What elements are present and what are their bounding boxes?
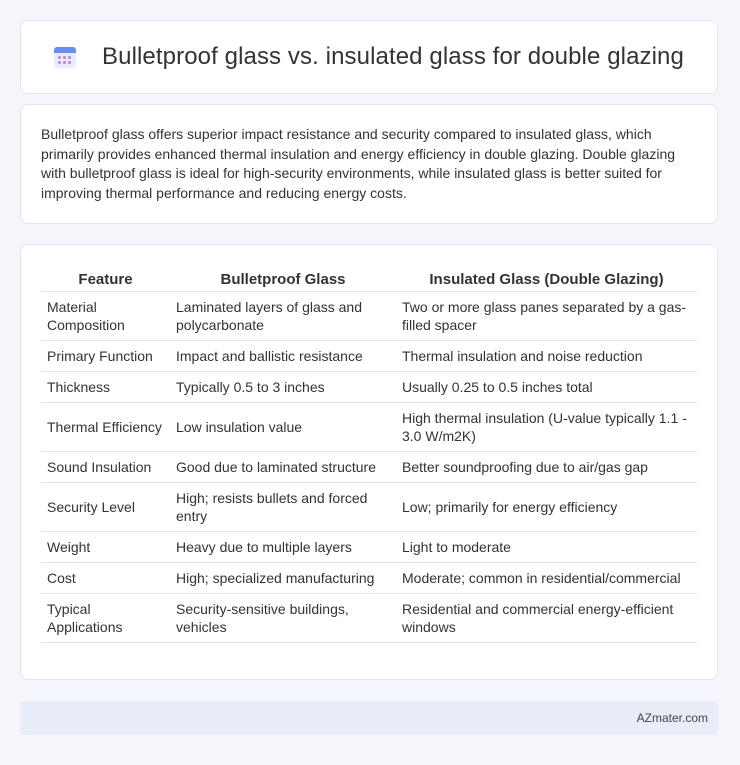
table-cell-bulletproof: High; specialized manufacturing xyxy=(170,563,396,594)
table-row xyxy=(41,403,697,452)
table-cell-feature: Material Composition xyxy=(41,292,170,341)
table-cell-insulated: Low; primarily for energy efficiency xyxy=(396,483,697,532)
table-row xyxy=(41,452,697,483)
table-row xyxy=(41,563,697,594)
table-cell-feature: Thermal Efficiency xyxy=(41,403,170,452)
table-cell-feature: Sound Insulation xyxy=(41,452,170,483)
table-cell-bulletproof: Low insulation value xyxy=(170,403,396,452)
page-title: Bulletproof glass vs. insulated glass for double glazing xyxy=(102,43,684,70)
table-cell-bulletproof: Heavy due to multiple layers xyxy=(170,532,396,563)
table-cell-bulletproof: Impact and ballistic resistance xyxy=(170,341,396,372)
column-header-insulated: Insulated Glass (Double Glazing) xyxy=(396,265,697,292)
table-row xyxy=(41,341,697,372)
summary-card xyxy=(20,104,718,224)
table-cell-insulated: Residential and commercial energy-efficient windows xyxy=(396,594,697,643)
table-cell-insulated: Usually 0.25 to 0.5 inches total xyxy=(396,372,697,403)
footer-site-link[interactable]: AZmater.com xyxy=(636,711,708,725)
title-card xyxy=(20,20,718,94)
summary-paragraph: Bulletproof glass offers superior impact resistance and security compared to insulated glass, which primarily provides enhanced thermal insulation and energy efficiency in double glazing. Double glazing with bulletproof glass is ideal for high-security environments, while insulated glass is better suited for improving thermal performance and reducing energy costs. xyxy=(41,126,676,201)
table-cell-bulletproof: Security-sensitive buildings, vehicles xyxy=(170,594,396,643)
table-cell-insulated: Thermal insulation and noise reduction xyxy=(396,341,697,372)
table-cell-insulated: Moderate; common in residential/commercial xyxy=(396,563,697,594)
column-header-bulletproof: Bulletproof Glass xyxy=(170,265,396,292)
table-cell-bulletproof: Typically 0.5 to 3 inches xyxy=(170,372,396,403)
comparison-card xyxy=(20,244,718,680)
table-cell-insulated: Better soundproofing due to air/gas gap xyxy=(396,452,697,483)
calendar-icon xyxy=(54,46,76,68)
table-cell-feature: Cost xyxy=(41,563,170,594)
table-row xyxy=(41,483,697,532)
table-row xyxy=(41,372,697,403)
footer-bar xyxy=(20,701,718,735)
table-cell-insulated: Light to moderate xyxy=(396,532,697,563)
table-cell-insulated: High thermal insulation (U-value typically 1.1 - 3.0 W/m2K) xyxy=(396,403,697,452)
table-cell-insulated: Two or more glass panes separated by a gas-filled spacer xyxy=(396,292,697,341)
table-row xyxy=(41,292,697,341)
table-cell-feature: Thickness xyxy=(41,372,170,403)
table-row xyxy=(41,594,697,643)
table-cell-feature: Typical Applications xyxy=(41,594,170,643)
column-header-feature: Feature xyxy=(41,265,170,292)
table-cell-feature: Weight xyxy=(41,532,170,563)
table-cell-bulletproof: Good due to laminated structure xyxy=(170,452,396,483)
table-row xyxy=(41,532,697,563)
table-cell-bulletproof: Laminated layers of glass and polycarbonate xyxy=(170,292,396,341)
table-cell-feature: Primary Function xyxy=(41,341,170,372)
table-cell-bulletproof: High; resists bullets and forced entry xyxy=(170,483,396,532)
comparison-table xyxy=(41,265,697,643)
table-cell-feature: Security Level xyxy=(41,483,170,532)
table-header-row xyxy=(41,265,697,292)
